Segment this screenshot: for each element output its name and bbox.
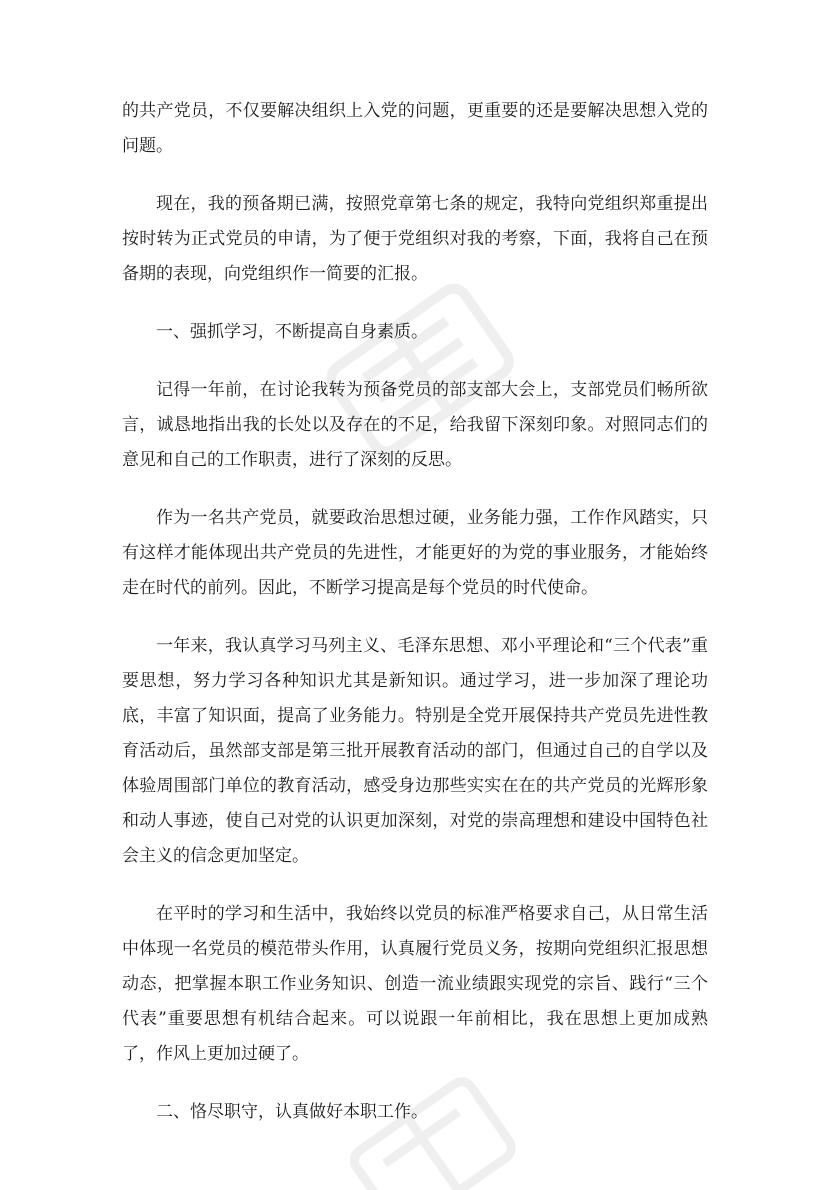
paragraph-4: 作为一名共产党员，就要政治思想过硬，业务能力强，工作作风踏实，只有这样才能体现出共产党员的先进性，才能更好的为党的事业服务，才能始终走在时代的前列。因此，不断学习提高是每个党员的时代使命。 — [122, 508, 708, 598]
paragraph-1: 的共产党员，不仅要解决组织上入党的问题，更重要的还是要解决思想入党的问题。 — [122, 101, 708, 156]
paragraph-6: 在平时的学习和生活中，我始终以党员的标准严格要求自己，从日常生活中体现一名党员的模范带头作用，认真履行党员义务，按期向党组织汇报思想动态，把掌握本职工作业务知识、创造一流业绩跟实现党的宗旨、践行“三个代表”重要思想有机结合起来。可以说跟一年前相比，我在思想上更加成熟了，作风上更加过硬了。 — [122, 904, 708, 1064]
paragraph-2: 现在，我的预备期已满，按照党章第七条的规定，我特向党组织郑重提出按时转为正式党员的申请，为了便于党组织对我的考察，下面，我将自己在预备期的表现，向党组织作一简要的汇报。 — [122, 194, 708, 284]
document-body — [122, 94, 708, 1153]
paragraph-3: 记得一年前，在讨论我转为预备党员的部支部大会上，支部党员们畅所欲言，诚恳地指出我的长处以及存在的不足，给我留下深刻印象。对照同志们的意见和自己的工作职责，进行了深刻的反思。 — [122, 380, 708, 470]
section-heading-2: 二、恪尽职守，认真做好本职工作。 — [156, 1102, 428, 1122]
section-heading-1: 一、强抓学习，不断提高自身素质。 — [156, 322, 428, 342]
paragraph-5: 一年来，我认真学习马列主义、毛泽东思想、邓小平理论和“三个代表”重要思想，努力学习各种知识尤其是新知识。通过学习，进一步加深了理论功底，丰富了知识面，提高了业务能力。特别是全党开展保持共产党员先进性教育活动后，虽然部支部是第三批开展教育活动的部门，但通过自己的自学以及体验周围部门单位的教育活动，感受身边那些实实在在的共产党员的光辉形象和动人事迹，使自己对党的认识更加深刻，对党的崇高理想和建设中国特色社会主义的信念更加坚定。 — [122, 636, 708, 866]
